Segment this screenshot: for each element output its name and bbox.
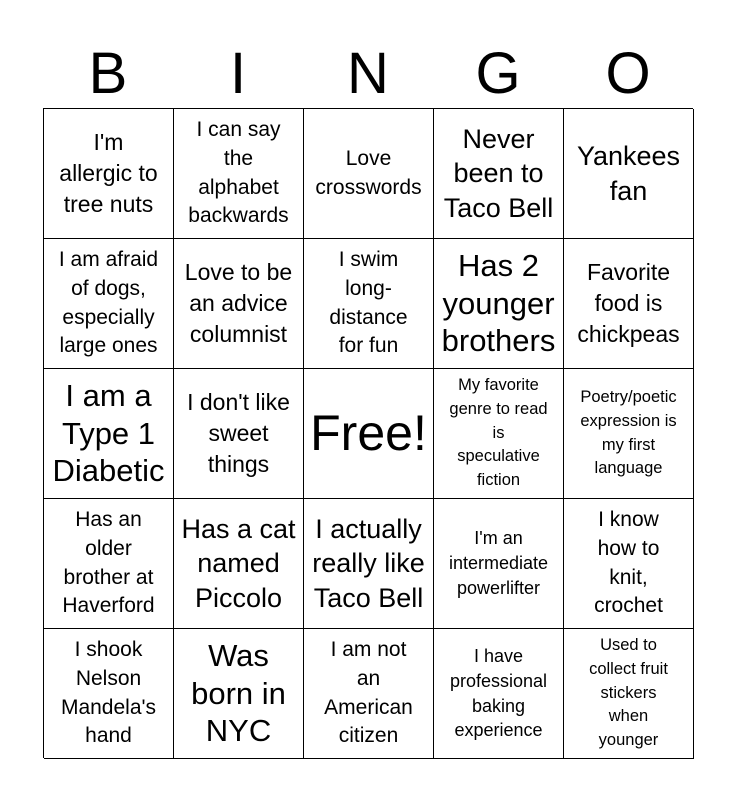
bingo-cell-r5-c4[interactable] <box>434 629 564 759</box>
bingo-cell-r4-c1[interactable] <box>44 499 174 629</box>
bingo-cell-r5-c5[interactable] <box>564 629 694 759</box>
cell-text: I swim long- distance for fun <box>329 248 408 358</box>
cell-text: I shook Nelson Mandela's hand <box>60 638 157 748</box>
bingo-cell-r1-c2[interactable] <box>174 109 304 239</box>
bingo-cell-r4-c5[interactable] <box>564 499 694 629</box>
cell-text: Used to collect fruit stickers when younger <box>589 635 668 750</box>
bingo-board <box>43 108 693 758</box>
bingo-cell-r2-c3[interactable] <box>304 239 434 369</box>
cell-text: Love crosswords <box>315 146 422 199</box>
cell-text: I don't like sweet things <box>187 389 290 477</box>
bingo-cell-r2-c1[interactable] <box>44 239 174 369</box>
cell-text: I'm an intermediate powerlifter <box>448 528 549 598</box>
cell-text: My favorite genre to read is speculative fiction <box>449 375 548 490</box>
bingo-cell-r3-c2[interactable] <box>174 369 304 499</box>
bingo-cell-r1-c4[interactable] <box>434 109 564 239</box>
cell-text: Poetry/poetic expression is my first language <box>580 387 677 478</box>
bingo-cell-r1-c1[interactable] <box>44 109 174 239</box>
cell-text: Was born in NYC <box>191 637 286 749</box>
header-letter-i: I <box>229 41 247 106</box>
cell-text: Has 2 younger brothers <box>441 247 556 359</box>
cell-text: Never been to Taco Bell <box>443 124 554 223</box>
bingo-cell-r3-c1[interactable] <box>44 369 174 499</box>
header-letter-o: O <box>605 41 651 106</box>
header-letter-n: N <box>347 41 389 106</box>
free-space-text: Free! <box>310 405 427 462</box>
cell-text: Has an older brother at Haverford <box>62 508 155 618</box>
cell-text: I'm allergic to tree nuts <box>59 129 158 217</box>
bingo-cell-free[interactable] <box>304 369 434 499</box>
cell-text: I am not an American citizen <box>324 638 413 748</box>
cell-text: I am a Type 1 Diabetic <box>52 377 165 489</box>
cell-text: Love to be an advice columnist <box>184 259 293 347</box>
cell-text: I actually really like Taco Bell <box>312 514 425 613</box>
cell-text: I know how to knit, crochet <box>594 508 663 618</box>
cell-text: I can say the alphabet backwards <box>188 118 289 228</box>
bingo-cell-r5-c3[interactable] <box>304 629 434 759</box>
bingo-cell-r2-c4[interactable] <box>434 239 564 369</box>
cell-text: Favorite food is chickpeas <box>577 259 680 347</box>
cell-text: Has a cat named Piccolo <box>181 514 296 613</box>
cell-text: I have professional baking experience <box>449 645 548 741</box>
bingo-cell-r2-c2[interactable] <box>174 239 304 369</box>
bingo-cell-r5-c2[interactable] <box>174 629 304 759</box>
header-letter-g: G <box>475 41 521 106</box>
bingo-header <box>43 40 693 108</box>
bingo-cell-r5-c1[interactable] <box>44 629 174 759</box>
bingo-cell-r3-c4[interactable] <box>434 369 564 499</box>
bingo-cell-r4-c4[interactable] <box>434 499 564 629</box>
bingo-cell-r1-c5[interactable] <box>564 109 694 239</box>
cell-text: I am afraid of dogs, especially large ones <box>58 248 159 358</box>
bingo-cell-r1-c3[interactable] <box>304 109 434 239</box>
bingo-cell-r3-c5[interactable] <box>564 369 694 499</box>
bingo-cell-r4-c3[interactable] <box>304 499 434 629</box>
header-letter-b: B <box>88 41 128 106</box>
bingo-cell-r2-c5[interactable] <box>564 239 694 369</box>
bingo-cell-r4-c2[interactable] <box>174 499 304 629</box>
cell-text: Yankees fan <box>576 141 681 206</box>
